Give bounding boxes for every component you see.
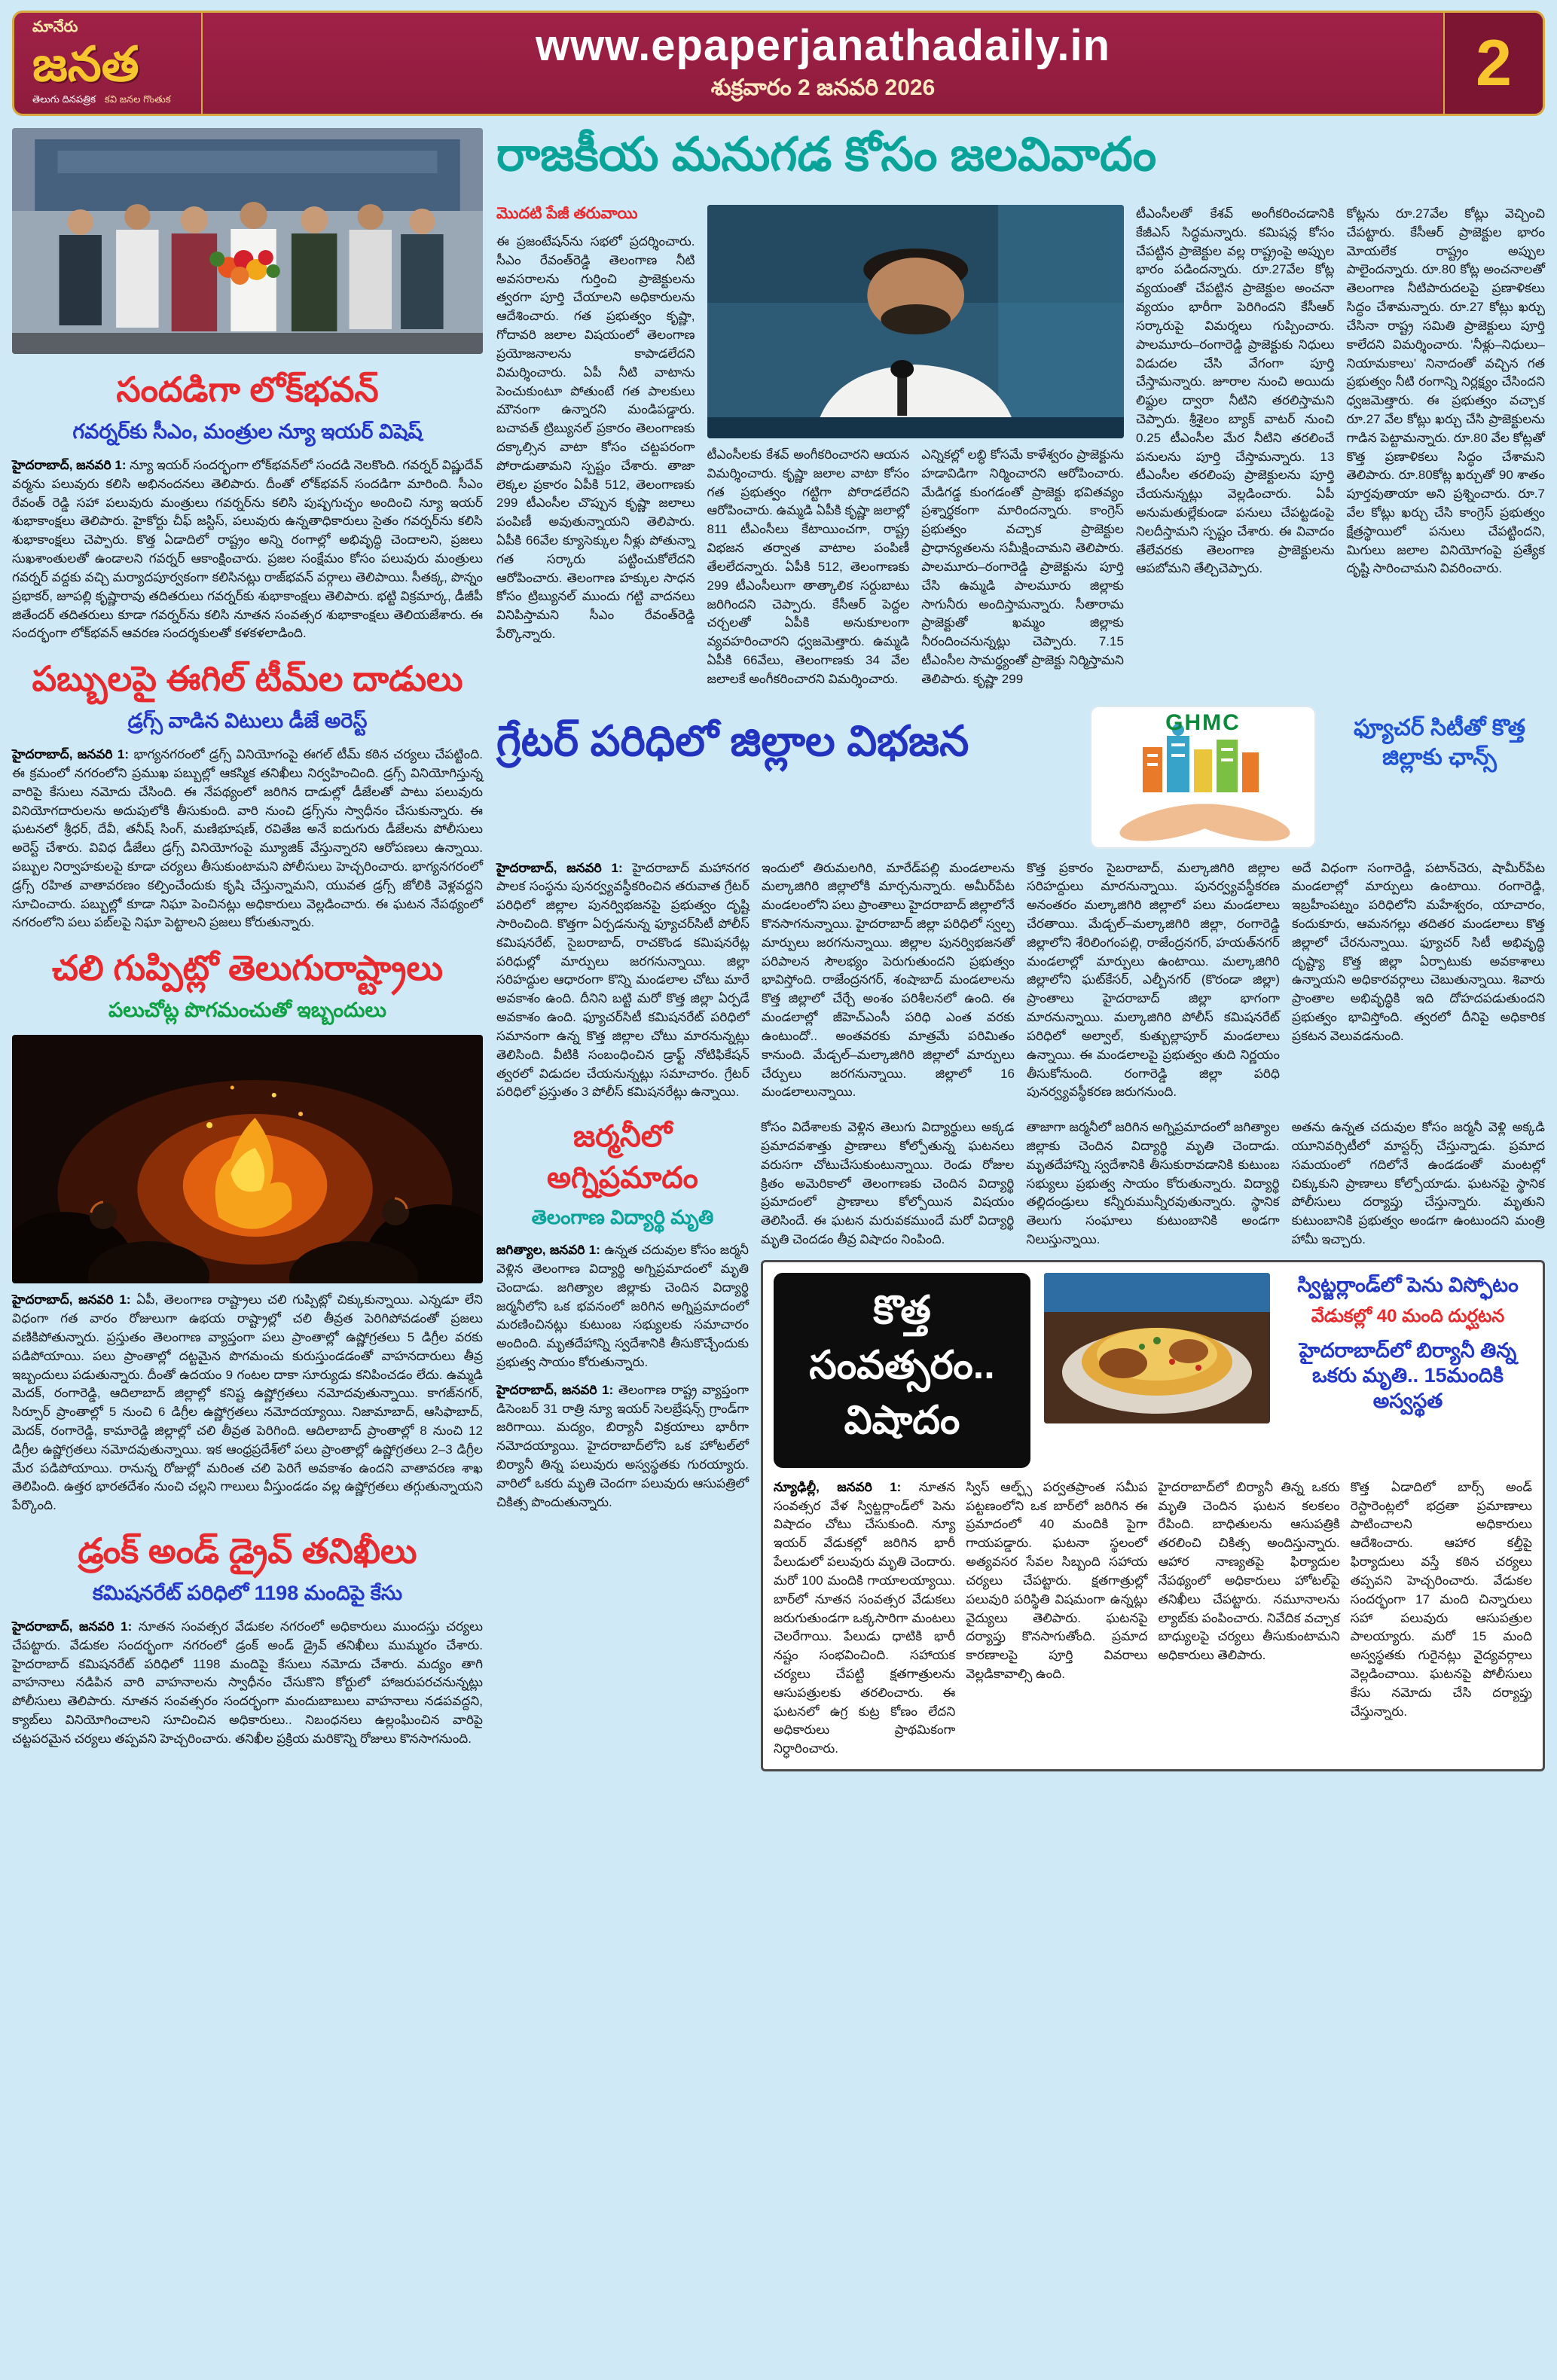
lokbhavan-body [12, 456, 483, 643]
water-headline: రాజకీయ మనుగడ కోసం జలవివాదం [496, 129, 1157, 181]
newyear-headline: కొత్త సంవత్సరం.. విషాదం [774, 1273, 1030, 1468]
water-col-2: టీఎంసీలకు కేశవ్ అంగీకరించారని ఆయన విమర్శించారు. కృష్ణా జలాల వాటా కోసం గత ప్రభుత్వం గట్టిగా పోరాడలేదని ఆరోపించారు. ఉమ్మడి ఏపీకి కృష్ణా జలాల్లో 811 టీఎంసీలు కేటాయించగా, రాష్ట్ర విభజన తర్వాత వాటాల పంపిణీ తేలలేదన్నారు. ఏపీకి 512, తెలంగాణకు 299 టీఎంసీలుగా తాత్కాలిక సర్దుబాటు జరిగిందని చెప్పారు. కేసీఆర్ పెద్దల చర్చలతో ఏపీకి అనుకూలంగా వ్యవహరించారని ధ్వజమెత్తారు. ఉమ్మడి ఏపీకి 66వేలు, తెలంగాణకు 34 వేల జలాలకే అంగీకరించారని విమర్శించారు. [707, 447, 910, 686]
germany-body [496, 1241, 749, 1372]
water-col-3: ఎన్నికల్లో లబ్ధి కోసమే కాళేశ్వరం ప్రాజెక్టును హడావిడిగా నిర్మించారని ఆరోపించారు. మేడిగడ్డ కుంగడంతో ప్రాజెక్టు భవితవ్యం ప్రశ్నార్థకంగా మారిందన్నారు. కాంగ్రెస్ ప్రభుత్వం వచ్చాక ప్రాజెక్టుల ప్రాధాన్యతలను సమీక్షించామని తెలిపారు. పాలమూరు–రంగారెడ్డి ప్రాజెక్టును పూర్తి చేసి ఉమ్మడి పాలమూరు జిల్లాకు సాగునీరు అందిస్తామన్నారు. సీతారామ ప్రాజెక్టుతో ఖమ్మం జిల్లాకు నీరందించనున్నట్లు చెప్పారు. 7.15 టీఎంసీల సామర్థ్యంతో ప్రాజెక్టు నిర్మిస్తామని తెలిపారు. కృష్ణా 299 [921, 447, 1124, 686]
dateline: హైదరాబాద్, జనవరి 1: [496, 1382, 614, 1397]
germany-body-2 [496, 1381, 749, 1512]
event-photo-illustration [12, 128, 483, 354]
bonfire-photo [12, 1035, 483, 1283]
cm-press-meet-photo [707, 205, 1124, 438]
eagle-body [12, 746, 483, 932]
article-water-dispute[interactable] [496, 128, 1545, 689]
germany-cont-col-2: తాజాగా జర్మనీలో జరిగిన అగ్నిప్రమాదంలో జగిత్యాల జిల్లాకు చెందిన విద్యార్థి మృతి చెందాడు. మృతదేహాన్ని స్వదేశానికి తీసుకురావడానికి కుటుంబ సభ్యులు ప్రభుత్వ సాయం కోరుతున్నారు. విద్యార్థి తల్లిదండ్రులు కన్నీరుమున్నీరవుతున్నారు. స్థానిక తెలుగు సంఘాలు కుటుంబానికి అండగా నిలుస్తున్నాయి. [1026, 1120, 1280, 1246]
bottom-right-stack [761, 1118, 1545, 1771]
drunk-subhead: కమిషనరేట్ పరిధిలో 1198 మందిపై కేసు [92, 1582, 403, 1604]
biryani-photo [1044, 1273, 1270, 1423]
masthead [12, 11, 1545, 116]
future-city-note: ఫ్యూచర్ సిటీతో కొత్త జిల్లాకు ఛాన్స్ [1354, 715, 1525, 770]
eagle-subhead: డ్రగ్స్ వాడిన విటులు డీజే అరెస్ట్ [127, 709, 368, 733]
continuation-kicker: మొదటి పేజీ తరువాయి [496, 205, 638, 222]
bottom-row [496, 1118, 1545, 1771]
article-cold-wave[interactable] [12, 944, 483, 1515]
greater-col-2: ఇందులో తిరుమలగిరి, మారేడ్‌పల్లి మండలాలను మల్కాజిగిరి జిల్లాలోకి మార్చనున్నారు. అమీర్‌పేట మండలంలోని పలు ప్రాంతాలు హైదరాబాద్ జిల్లాలోనే కొనసాగనున్నాయి. హైదరాబాద్ జిల్లా పరిధిలో స్వల్ప మార్పులు జరగనున్నాయి. జిల్లాల పునర్విభజనతో పరిపాలన సౌలభ్యం పెరుగుతుందని ప్రభుత్వం భావిస్తోంది. రాజేంద్రనగర్, శంషాబాద్ మండలాలను కొత్త జిల్లాలో చేర్చే అంశం పరిశీలనలో ఉంది. ఈ మండలాల్లో జీహెచ్ఎంసీ పరిధి ఎంత వరకు ఉంటుందో.. అంతవరకు మాత్రమే పరిమితం కానుంది. మేడ్చల్–మల్కాజిగిరి జిల్లాలో మార్పులు చేర్పులు జరగనున్నాయి. జిల్లాలో 16 మండలాలున్నాయి. [762, 860, 1015, 1100]
page-number: 2 [1443, 13, 1543, 114]
lokbhavan-headline: సందడిగా లోక్‌భవన్ [116, 370, 379, 409]
article-germany-fire[interactable] [496, 1118, 749, 1771]
cold-headline: చలి గుప్పిట్లో తెలుగురాష్ట్రాలు [51, 948, 443, 988]
article-district-division[interactable] [496, 706, 1545, 1103]
body-copy: భాగ్యనగరంలో డ్రగ్స్ వినియోగంపై ఈగల్ టీమ్ కఠిన చర్యలు చేపట్టింది. ఈ క్రమంలో నగరంలోని ప్రముఖ పబ్బుల్లో ఆకస్మిక తనిఖీలు నిర్వహించింది. డ్రగ్స్ వినియోగిస్తున్న వారిపై కేసులు నమోదు చేసింది. ఈ నేపథ్యంలో జరిగిన దాడుల్లో డీజేలతో పాటు పలువురు వినియోగదారులను అదుపులోకి తీసుకుంది. వారి నుంచి డ్రగ్స్‌ను స్వాధీనం చేసుకున్నారు. ఈ ఘటనలో శ్రీధర్, దేవీ, తనీష్ సింగ్, మణిభూషణ్, రవితేజ అనే ఐదుగురు డీజేలను పోలీసులు అరెస్ట్ చేశారు. వివిధ డీజేలు డ్రగ్స్ వినియోగంపై మ్యూజిక్ వేస్తున్నారని ఆరోపణలు ఉన్నాయి. పబ్బుల నిర్వాహకులపై కూడా చర్యలు తీసుకుంటామని పోలీసులు హెచ్చరించారు. భాగ్యనగరంలో డ్రగ్స్ రహిత వాతావరణం కల్పించేందుకు కృషి చేస్తున్నామని, యువత డ్రగ్స్ జోలికి వెళ్లవద్దని సూచించారు. పబ్బుల్లో కూడా నిఘా పెంచినట్లు అధికారులు వెల్లడించారు. ఈ ఘటన నేపథ్యంలో నగరంలోని పలు పబ్‌లపై నిఘా పెట్టాలని ప్రజలు కోరుతున్నారు. [12, 747, 483, 930]
water-col-4: టీఎంసీలతో కేశవ్ అంగీకరించడానికి కేజీఎస్ సిద్ధమన్నారు. కమిషన్ల కోసం చేపట్టిన ప్రాజెక్టుల వల్ల రాష్ట్రంపై అప్పుల భారం పడిందన్నారు. రూ.27వేల కోట్ల వ్యయంతో చేపట్టిన ప్రాజెక్టుల అంచనా వ్యయం భారీగా పెరిగిందని కేసీఆర్ సర్కారుపై విమర్శలు గుప్పించారు. పాలమూరు–రంగారెడ్డి ప్రాజెక్టుకు నిధులు విడుదల చేసి వేగంగా పూర్తి చేస్తామన్నారు. జూరాల నుంచి అయిదు లిఫ్టుల ద్వారా నీటిని తరలిస్తామని చెప్పారు. శ్రీశైలం బ్యాక్ వాటర్ నుంచి 0.25 టీఎంసీల మేర నీటిని తరలించే పనులను పూర్తి చేస్తామన్నారు. 13 టీఎంసీల తరలింపు ప్రాజెక్టులను పూర్తి చేయనున్నట్లు వెల్లడించారు. ఏపీ అనుమతుల్లేకుండా పనులు చేపట్టడంపై నిలదీస్తామని స్పష్టం చేశారు. ఈ వివాదం తేలేవరకు తెలంగాణ ప్రాజెక్టులను ఆపబోమని తేల్చిచెప్పారు. [1135, 206, 1335, 576]
body-copy: న్యూ ఇయర్ సందర్భంగా లోక్‌భవన్‌లో సందడి నెలకొంది. గవర్నర్ విష్ణుదేవ్ వర్మను పలువురు కలిసి అభినందనలు తెలిపారు. దీంతో లోక్‌భవన్ సందడిగా మారింది. సీఎం రేవంత్ రెడ్డి సహా పలువురు మంత్రులు గవర్నర్‌ను కలిసి పుష్పగుచ్ఛం అందించి న్యూ ఇయర్ శుభాకాంక్షలు తెలిపారు. హైకోర్టు చీఫ్ జస్టిస్, పలువురు ఉన్నతాధికారులు సైతం గవర్నర్‌ను కలిసి శుభాకాంక్షలు చెప్పారు. కొత్త ఏడాదిలో రాష్ట్రం అన్ని రంగాల్లో అభివృద్ధి చెందాలని, ప్రజలు సుఖశాంతులతో ఉండాలని గవర్నర్ ఆకాంక్షించారు. ప్రజల సంక్షేమం కోసం పలువురు మంత్రులు గవర్నర్ వద్దకు వచ్చి మర్యాదపూర్వకంగా కలిసినట్లు రాజ్‌భవన్ వర్గాలు తెలిపాయి. సీతక్క, పొన్నం ప్రభాకర్, జూపల్లి కృష్ణారావు తదితరులు గవర్నర్‌కు శుభాకాంక్షలు తెలిపారు. భట్టి విక్రమార్క, డీజీపీ జితేందర్ తదితరులు కూడా గవర్నర్‌ను కలిసి నూతన సంవత్సర శుభాకాంక్షలు తెలియజేశారు. ఈ సందర్భంగా లోక్‌భవన్ ఆవరణ సందర్శకులతో కళకళలాడింది. [12, 458, 483, 641]
biryani-illustration [1044, 1273, 1270, 1423]
logo-motto: కవి జనల గొంతుక [105, 93, 171, 105]
drunk-headline: డ్రంక్ అండ్ డ్రైవ్ తనిఖీలు [78, 1531, 417, 1570]
cold-body [12, 1291, 483, 1515]
greater-col-3: కొత్త ప్రకారం సైబరాబాద్, మల్కాజిగిరి జిల్లాల సరిహద్దులు మారనున్నాయి. పునర్వ్యవస్థీకరణ అనంతరం మల్కాజిగిరి జిల్లాలో పలు మండలాలు చేరతాయి. మేడ్చల్–మల్కాజిగిరి జిల్లా, రంగారెడ్డి జిల్లాలోని శేరిలింగంపల్లి, రాజేంద్రనగర్, హయత్‌నగర్ మండలాల్లో మార్పులు ఉంటాయి. మల్కాజిగిరి జిల్లాలోని ఘట్‌కేసర్, ఎల్బీనగర్ (కొరండా జిల్లా) ప్రాంతాలు హైదరాబాద్ జిల్లా భాగంగా మారనున్నాయి. మల్కాజిగిరి పోలీస్ కమిషనరేట్ పరిధిలో అల్వాల్, కుత్బుల్లాపూర్ మండలాలు ఉన్నాయి. ఈ మండలాలపై ప్రభుత్వం తుది నిర్ణయం తీసుకోనుంది. రంగారెడ్డి జిల్లా పరిధి పునర్వ్యవస్థీకరణ జరుగనుంది. [1027, 860, 1280, 1100]
newyear-side-headlines [1284, 1273, 1532, 1414]
drunk-body [12, 1618, 483, 1749]
germany-cont-col-3: అతను ఉన్నత చదువుల కోసం జర్మనీ వెళ్లి అక్కడి యూనివర్సిటీలో మాస్టర్స్ చేస్తున్నాడు. ప్రమాద సమయంలో గదిలోనే ఉండడంతో మంటల్లో చిక్కుకుని ప్రాణాలు కోల్పోయాడు. ఘటనపై స్థానిక పోలీసులు దర్యాప్తు చేస్తున్నారు. మృతుని కుటుంబానికి ప్రభుత్వం అండగా ఉంటుందని మంత్రి హామీ ఇచ్చారు. [1291, 1120, 1545, 1246]
body-copy: నూతన సంవత్సర వేళ స్విట్జర్లాండ్‌లో పెను విషాదం చోటు చేసుకుంది. న్యూ ఇయర్ వేడుకల్లో జరిగిన భారీ పేలుడులో పలువురు మృతి చెందారు. మరో 100 మందికి గాయాలయ్యాయి. బార్‌లో నూతన సంవత్సర వేడుకలు జరుగుతుండగా ఒక్కసారిగా మంటలు చెలరేగాయి. పేలుడు ధాటికి భారీ నష్టం సంభవించింది. సహాయక చర్యలు చేపట్టి క్షతగాత్రులను ఆసుపత్రులకు తరలించారు. ఈ ఘటనలో ఉగ్ర కుట్ర కోణం లేదని అధికారులు ప్రాథమికంగా నిర్ధారించారు. [774, 1479, 956, 1756]
right-column [496, 128, 1545, 1771]
article-newyear-tragedy[interactable] [761, 1260, 1545, 1771]
body-copy: తెలంగాణ రాష్ట్ర వ్యాప్తంగా డిసెంబర్ 31 రాత్రి న్యూ ఇయర్ సెలబ్రేషన్స్ గ్రాండ్‌గా జరిగాయి. మద్యం, బిర్యానీ విక్రయాలు భారీగా నమోదయ్యాయి. హైదరాబాద్‌లోని ఒక హోటల్‌లో బిర్యానీ తిన్న పలువురు అస్వస్థతకు గురయ్యారు. వారిలో ఒకరు మృతి చెందగా పలువురు ఆసుపత్రిలో చికిత్స పొందుతున్నారు. [496, 1382, 749, 1509]
water-col-1: ఈ ప్రజంటేషన్‌ను సభలో ప్రదర్శించారు. సీఎం రేవంత్‌రెడ్డి తెలంగాణ నీటి అవసరాలను గుర్తించి ప్రాజెక్టులను త్వరగా పూర్తి చేయాలని అధికారులను ఆదేశించారు. గత ప్రభుత్వం కృష్ణా, గోదావరి జలాల విషయంలో తెలంగాణ ప్రయోజనాలను కాపాడలేదని విమర్శించారు. ఏపీ నీటి వాటాను పెంచుకుంటూ పోతుంటే గత పాలకులు మౌనంగా ఉన్నారని మండిపడ్డారు. బచావత్ ట్రిబ్యునల్ ప్రకారం తెలంగాణకు దక్కాల్సిన వాటా కోసం చట్టపరంగా పోరాడుతామని స్పష్టం చేశారు. తాజా లెక్కల ప్రకారం ఏపీకి 512, తెలంగాణకు 299 టీఎంసీల చొప్పున కృష్ణా జలాలు పంపిణీ అవుతున్నాయని తెలిపారు. ఏపీకి 66వేల క్యూసెక్కుల నీళ్లు పోతున్నా గత సర్కారు పట్టించుకోలేదని ఆరోపించారు. తెలంగాణ హక్కుల సాధన కోసం ట్రిబ్యునల్ ముందు గట్టి వాదనలు వినిపిస్తామని సీఎం రేవంత్‌రెడ్డి పేర్కొన్నారు. [496, 234, 695, 642]
newyear-col-3: హైదరాబాద్‌లో బిర్యానీ తిన్న ఒకరు మృతి చెందిన ఘటన కలకలం రేపింది. బాధితులను ఆసుపత్రికి తరలించి చికిత్స అందిస్తున్నారు. ఆహార నాణ్యతపై ఫిర్యాదుల నేపథ్యంలో అధికారులు హోటల్‌పై తనిఖీలు చేపట్టారు. నమూనాలను ల్యాబ్‌కు పంపించారు. నివేదిక వచ్చాక బాధ్యులపై చర్యలు తీసుకుంటామని అధికారులు తెలిపారు. [1158, 1479, 1340, 1663]
dateline: హైదరాబాద్, జనవరి 1: [12, 1619, 133, 1634]
germany-headline: జర్మనీలో అగ్నిప్రమాదం [547, 1120, 698, 1195]
logo-kicker: మానేరు [32, 19, 78, 36]
body-copy: నూతన సంవత్సర వేడుకల నగరంలో అధికారులు ముందస్తు చర్యలు చేపట్టారు. వేడుకల సందర్భంగా నగరంలో డ్రంక్ అండ్ డ్రైవ్ తనిఖీలు ముమ్మరం చేశారు. హైదరాబాద్ కమిషనరేట్ పరిధిలో 1198 మందిపై కేసులు నమోదు చేశారు. మద్యం తాగి వాహనాలు నడిపిన వారి వాహనాలను స్వాధీనం చేసుకొని కోర్టులో హాజరుపరచనున్నట్లు పోలీసులు తెలిపారు. నూతన సంవత్సరం సందర్భంగా మందుబాబులు వాహనాలు నడపవద్దని, క్యాబ్‌లు వినియోగించాలని సూచించిన అధికారులు.. నిబంధనలు ఉల్లంఘించిన వారిపై చట్టపరమైన చర్యలు తప్పవని హెచ్చరించారు. తనిఖీల ప్రక్రియ మరికొన్ని రోజులు కొనసాగనుంది. [12, 1619, 483, 1746]
edition-date: శుక్రవారం 2 జనవరి 2026 [710, 75, 936, 100]
newyear-subhead-1: స్విట్జర్లాండ్‌లో పెను విస్ఫోటం [1297, 1273, 1519, 1296]
newspaper-logo [14, 13, 203, 114]
germany-cont-col-1: కోసం విదేశాలకు వెళ్లిన తెలుగు విద్యార్థులు అక్కడ ప్రమాదవశాత్తు ప్రాణాలు కోల్పోతున్న ఘటనలు వరుసగా చోటుచేసుకుంటున్నాయి. రెండు రోజుల క్రితం అమెరికాలో తెలంగాణకు చెందిన విద్యార్థి ప్రమాదంలో ప్రాణాలు కోల్పోయిన విషయం తెలిసిందే. ఈ ఘటన మరువకముందే మరో విద్యార్థి మృతి చెందడం తీవ్ర విషాదం నింపింది. [761, 1120, 1015, 1246]
page-content [12, 128, 1545, 1771]
logo-subtitle: తెలుగు దినపత్రిక [32, 93, 96, 105]
body-copy: ఉన్నత చదువుల కోసం జర్మనీ వెళ్లిన తెలంగాణ విద్యార్థి అగ్నిప్రమాదంలో మృతి చెందాడు. జగిత్యాల జిల్లాకు చెందిన విద్యార్థి జర్మనీలోని ఒక భవనంలో జరిగిన అగ్నిప్రమాదంలో మరణించినట్లు కుటుంబ సభ్యులకు సమాచారం అందింది. మృతదేహాన్ని స్వదేశానికి తీసుకొచ్చేందుకు ప్రభుత్వ సాయం కోరుతున్నారు. [496, 1243, 749, 1369]
germany-continuation [761, 1118, 1545, 1250]
article-drunk-drive[interactable] [12, 1527, 483, 1749]
article-eagle-raids[interactable] [12, 655, 483, 932]
newyear-subhead-3: హైదరాబాద్‌లో బిర్యానీ తిన్న ఒకరు మృతి.. 15మందికి అస్వస్థత [1299, 1338, 1517, 1413]
dateline: హైదరాబాద్, జనవరి 1: [12, 1292, 131, 1307]
lokbhavan-subhead: గవర్నర్‌కు సీఎం, మంత్రుల న్యూ ఇయర్ విషెష్ [72, 420, 423, 443]
dateline: న్యూఢిల్లీ, జనవరి 1: [774, 1479, 902, 1494]
dateline: హైదరాబాద్, జనవరి 1: [12, 747, 130, 762]
epaper-url[interactable]: www.epaperjanathadaily.in [535, 21, 1111, 70]
body-copy: ఏపీ, తెలంగాణ రాష్ట్రాలు చలి గుప్పిట్లో చిక్కుకున్నాయి. ఎన్నడూ లేని విధంగా గత వారం రోజులుగా ఉభయ రాష్ట్రాల్లో చలి తీవ్రత పెరిగిపోవడంతో ప్రజలు వణికిపోతున్నారు. ప్రస్తుతం తెలంగాణ వ్యాప్తంగా పలు ప్రాంతాల్లో ఉష్ణోగ్రతలు 5 డిగ్రీల వరకు పడిపోయాయి. పలు ప్రాంతాల్లో దట్టమైన పొగమంచు కురుస్తుండడంతో వాహనదారులు తీవ్ర ఇబ్బందులు పడుతున్నారు. దీంతో ఉదయం 9 గంటల దాకా సూర్యుడు కనిపించడం లేదు. ఉమ్మడి మెదక్, రంగారెడ్డి, ఆదిలాబాద్ జిల్లాల్లో కనిష్ట ఉష్ణోగ్రతలు నమోదవుతున్నాయి. కాగజ్‌నగర్, సిర్పూర్ ప్రాంతాల్లో 5 నుంచి 6 డిగ్రీల ఉష్ణోగ్రతలు నమోదయ్యాయి. నిజామాబాద్, ఆసిఫాబాద్, మెదక్, రంగారెడ్డి, కామారెడ్డి జిల్లాల్లో చలి తీవ్రత పెరిగింది. ఆదిలాబాద్ ప్రాంతాల్లో 8 నుంచి 12 డిగ్రీల ఉష్ణోగ్రతలు నమోదవుతున్నాయి. ఇక ఆంధ్రప్రదేశ్‌లో పలు ప్రాంతాల్లో ఉష్ణోగ్రతలు 2–3 డిగ్రీల మేర పడిపోయాయి. రానున్న రోజుల్లో మరింత చలి పెరిగే అవకాశం ఉందని వాతావరణ శాఖ తెలిపింది. ఉత్తర భారతదేశం నుంచి చల్లని గాలులు వీస్తుండడం వల్ల ఉష్ణోగ్రతలు తగ్గుతున్నాయని పేర్కొంది. [12, 1292, 483, 1513]
article-lokbhavan[interactable] [12, 366, 483, 643]
greater-col-4: అదే విధంగా సంగారెడ్డి, పటాన్‌చెరు, షామీర్‌పేట మండలాల్లో మార్పులు ఉంటాయి. రంగారెడ్డి, ఇబ్రహీంపట్నం పరిధిలోని మహేశ్వరం, యాచారం, కందుకూరు, ఆమనగల్లు తదితర మండలాలు కొత్త జిల్లాలో చేరనున్నాయి. ఫ్యూచర్ సిటీ అభివృద్ధి దృష్ట్యా కొత్త జిల్లా ఏర్పాటుకు అవకాశాలు ఉన్నాయని అధికారవర్గాలు చెబుతున్నాయి. శివారు ప్రాంతాల అభివృద్ధికి ఇది దోహదపడుతుందని ప్రభుత్వం భావిస్తోంది. త్వరలో దీనిపై అధికారిక ప్రకటన వెలువడనుంది. [1292, 860, 1545, 1043]
greater-headline: గ్రేటర్ పరిధిలో జిల్లాల విభజన [496, 716, 969, 764]
ghmc-label: GHMC [1165, 709, 1241, 735]
newyear-col-4: కొత్త ఏడాదిలో బార్స్ అండ్ రెస్టారెంట్లలో భద్రతా ప్రమాణాలు పాటించాలని అధికారులు ఆదేశించారు. ఆహార కల్తీపై ఫిర్యాదులు వస్తే కఠిన చర్యలు తప్పవని హెచ్చరించారు. వేడుకల సందర్భంగా 17 మంది చిన్నారులు సహా పలువురు ఆసుపత్రుల పాలయ్యారు. మరో 15 మంది అస్వస్థతకు గురైనట్లు వైద్యవర్గాలు వెల్లడించాయి. ఘటనపై పోలీసులు కేసు నమోదు చేసి దర్యాప్తు చేస్తున్నారు. [1350, 1479, 1532, 1719]
dateline: జగిత్యాల, జనవరి 1: [496, 1243, 600, 1258]
bonfire-illustration [12, 1035, 483, 1283]
cm-photo-illustration [707, 205, 1124, 438]
eagle-headline: పబ్బులపై ఈగిల్ టీమ్‌ల దాడులు [32, 659, 463, 699]
left-column [12, 128, 483, 1771]
body-copy: హైదరాబాద్ మహానగర పాలక సంస్థను పునర్వ్యవస్థీకరించిన తరువాత గ్రేటర్ పరిధిలో జిల్లాల పునర్విభజనపై ప్రభుత్వం దృష్టి సారించింది. కొత్తగా ఏర్పడనున్న ఫ్యూచర్‌సిటీ పోలీస్ కమిషనరేట్, సైబరాబాద్, రాచకొండ కమిషనరేట్ల పరిధుల్లో మార్పులు జరగనున్నాయి. జిల్లా సరిహద్దుల ఆధారంగా కొన్ని మండలాల చోటు మారే అవకాశం ఉంది. దీనిని బట్టి మరో కొత్త జిల్లా ఏర్పడే అవకాశం ఉంది. ఫ్యూచర్‌సిటీ కమిషనరేట్ పరిధిలో సమానంగా ఉన్న కొత్త జిల్లాల చోటు మారనున్నట్లు తెలిసింది. వీటికి సంబంధించిన డ్రాఫ్ట్ నోటిఫికేషన్ త్వరలో విడుదల చేయనున్నట్లు సమాచారం. గ్రేటర్ పరిధిలో ప్రస్తుతం 3 పోలీస్ కమిషనరేట్లు ఉన్నాయి. [496, 860, 749, 1100]
lokbhavan-event-photo [12, 128, 483, 354]
dateline: హైదరాబాద్, జనవరి 1: [12, 458, 127, 472]
ghmc-graphic [1090, 706, 1316, 849]
logo-title: జనత [32, 37, 139, 92]
newyear-subhead-2: వేడుకల్లో 40 మంది దుర్ఘటన [1311, 1305, 1505, 1326]
greater-col-1 [496, 859, 749, 1103]
cold-subhead: పలుచోట్ల పొగమంచుతో ఇబ్బందులు [108, 999, 386, 1022]
water-col-5: కోట్లను రూ.27వేల కోట్లు వెచ్చించి చేపట్టారు. కేసీఆర్ ప్రాజెక్టుల భారం మోయలేక రాష్ట్రం అప్పుల పాలైందన్నారు. రూ.80 కోట్ల అంచనాలతో తెలంగాణ నీటిపారుదలపై ప్రణాళికలు సిద్ధం చేశామన్నారు. రూ.27 కోట్లు ఖర్చు చేసినా రాష్ట్ర సమితి ప్రాజెక్టులు పూర్తి కాలేదని విమర్శించారు. 'నీళ్లు–నిధులు–నియామకాలు' నినాదంతో వచ్చిన గత ప్రభుత్వం నీటి రంగాన్ని నిర్లక్ష్యం చేసిందని ధ్వజమెత్తారు. ఈ ప్రభుత్వం వచ్చాక రూ.27 వేల కోట్లు ఖర్చు చేసి ప్రాజెక్టులను గాడిన పెట్టామన్నారు. రూ.80 వేల కోట్లతో కొత్త ప్రణాళికలు సిద్ధం చేశామని తెలిపారు. రూ.80కోట్ల ఖర్చుతో 90 శాతం పూర్తవుతాయా అని ప్రశ్నించారు. రూ.7 వేల కోట్లు ఖర్చు చేసి కాంగ్రెస్ ప్రభుత్వం క్షేత్రస్థాయిలో పనులు చేపట్టిందని, మిగులు జలాల వినియోగంపై ప్రత్యేక దృష్టి సారించామని వివరించారు. [1346, 206, 1545, 576]
germany-subhead: తెలంగాణ విద్యార్థి మృతి [531, 1206, 714, 1229]
newyear-col-1 [774, 1478, 955, 1759]
dateline: హైదరాబాద్, జనవరి 1: [496, 860, 623, 875]
newyear-col-2: స్విస్ ఆల్ఫ్స్ పర్వతప్రాంత సమీప పట్టణంలోని ఒక బార్‌లో జరిగిన ఈ ప్రమాదంలో 40 మందికి పైగా గాయపడ్డారు. ఘటనా స్థలంలో అత్యవసర సేవల సిబ్బంది సహాయ చర్యలు చేపట్టారు. క్షతగాత్రుల్లో పలువురి పరిస్థితి విషమంగా ఉన్నట్లు వైద్యులు తెలిపారు. ఘటనపై దర్యాప్తు కొనసాగుతోంది. ప్రమాద కారణాలపై పూర్తి వివరాలు వెల్లడికావాల్సి ఉంది. [966, 1479, 1148, 1681]
